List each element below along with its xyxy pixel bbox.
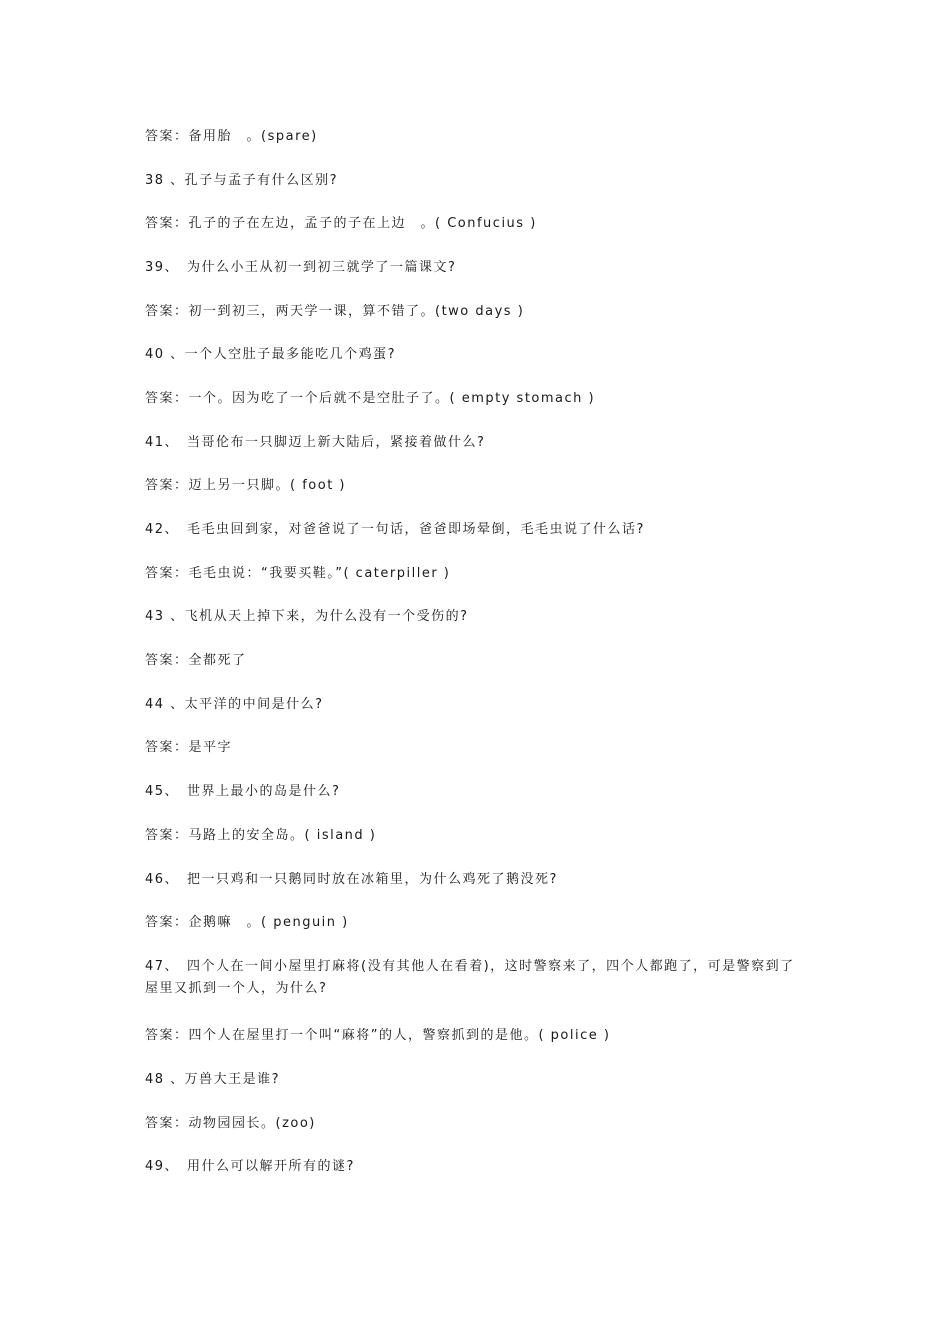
answer-48: 答案：动物园园长。(zoo) <box>145 1116 316 1131</box>
answer-45: 答案：马路上的安全岛。( island ) <box>145 828 377 843</box>
question-40: 40 、一个人空肚子最多能吃几个鸡蛋? <box>145 347 397 362</box>
answer-43: 答案：全都死了 <box>145 653 247 668</box>
answer-37: 答案：备用胎 。(spare) <box>145 129 318 144</box>
question-42: 42、 毛毛虫回到家，对爸爸说了一句话，爸爸即场晕倒，毛毛虫说了什么话? <box>145 522 645 537</box>
answer-40: 答案：一个。因为吃了一个后就不是空肚子了。( empty stomach ) <box>145 391 596 406</box>
question-45: 45、 世界上最小的岛是什么? <box>145 784 341 799</box>
answer-39: 答案：初一到初三，两天学一课，算不错了。(two days ) <box>145 304 525 319</box>
answer-44: 答案：是平字 <box>145 740 233 755</box>
question-43: 43 、飞机从天上掉下来，为什么没有一个受伤的? <box>145 609 469 624</box>
question-49: 49、 用什么可以解开所有的谜? <box>145 1159 355 1174</box>
answer-42: 答案：毛毛虫说：“我要买鞋。”( caterpiller ) <box>145 566 451 581</box>
question-41: 41、 当哥伦布一只脚迈上新大陆后，紧接着做什么? <box>145 435 486 450</box>
question-38: 38 、孔子与孟子有什么区别? <box>145 173 339 188</box>
answer-46: 答案：企鹅嘛 。( penguin ) <box>145 915 349 930</box>
question-46: 46、 把一只鸡和一只鹅同时放在冰箱里，为什么鸡死了鹅没死? <box>145 872 558 887</box>
answer-41: 答案：迈上另一只脚。( foot ) <box>145 478 346 493</box>
question-48: 48 、万兽大王是谁? <box>145 1072 281 1087</box>
answer-47: 答案：四个人在屋里打一个叫“麻将”的人，警察抓到的是他。( police ) <box>145 1028 611 1043</box>
question-39: 39、 为什么小王从初一到初三就学了一篇课文? <box>145 260 457 275</box>
answer-38: 答案：孔子的子在左边，孟子的子在上边 。( Confucius ) <box>145 216 537 231</box>
question-44: 44 、太平洋的中间是什么? <box>145 697 324 712</box>
question-47: 47、 四个人在一间小屋里打麻将(没有其他人在看着)，这时警察来了，四个人都跑了，可是警察到了屋里又抓到一个人，为什么? <box>145 959 795 996</box>
